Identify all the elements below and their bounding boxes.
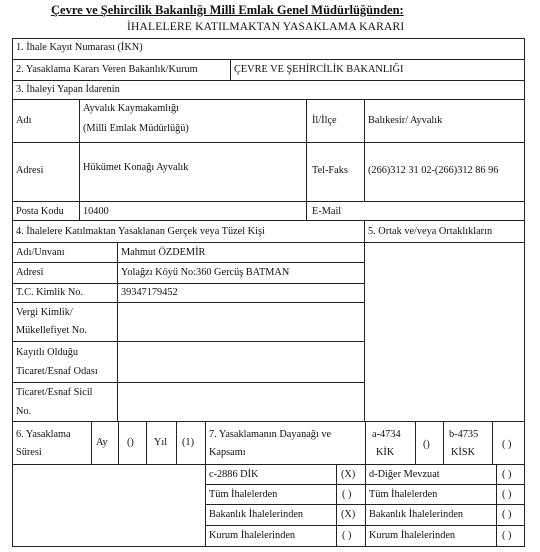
sure-label-line2: Süresi (16, 447, 42, 458)
vergi-label-line1: Vergi Kimlik/ (16, 307, 73, 318)
sure-label-line1: 6. Yasaklama (16, 429, 71, 440)
ay-label: Ay (96, 437, 108, 448)
idare-section-label: 3. İhaleyi Yapan İdarenin (16, 84, 120, 95)
oda-label-line1: Kayıtlı Olduğu (16, 347, 79, 358)
kik-label-line1: a-4734 (372, 429, 401, 440)
kik-label-line2: KİK (376, 447, 395, 458)
bakanlik-ihaleleri-mark-2: ( ) (502, 509, 512, 520)
bakanlik-ihaleleri-mark-1: (X) (341, 509, 356, 520)
kisi-adi-value: Mahmut ÖZDEMİR (121, 247, 206, 258)
bakanlik-ihaleleri-label-2: Bakanlık İhalelerinden (369, 509, 464, 520)
dayanak-label-line1: 7. Yasaklamanın Dayanağı ve (209, 429, 332, 440)
idare-adres-value: Hükümet Konağı Ayvalık (83, 162, 189, 173)
idare-adres-label: Adresi (16, 165, 44, 176)
ikn-label: 1. İhale Kayıt Numarası (İKN) (16, 42, 143, 53)
kisi-adres-label: Adresi (16, 267, 44, 278)
kisk-label-line1: b-4735 (449, 429, 479, 440)
kisk-label-line2: KİSK (451, 447, 476, 458)
tum-ihaleler-mark-1: ( ) (342, 489, 352, 500)
bakanlik-label: 2. Yasaklama Kararı Veren Bakanlık/Kurum (16, 64, 198, 75)
kisi-adres-value: Yolağzı Köyü No:360 Gercüş BATMAN (121, 267, 290, 278)
tum-ihaleler-mark-2: ( ) (502, 489, 512, 500)
yil-label: Yıl (154, 437, 168, 448)
document-subtitle: İHALELERE KATILMAKTAN YASAKLAMA KARARI (127, 21, 405, 33)
diger-mevzuat-label: d-Diğer Mevzuat (369, 469, 440, 480)
sicil-label-line1: Ticaret/Esnaf Sicil (16, 387, 93, 398)
kurum-ihaleleri-mark-2: ( ) (502, 530, 512, 541)
document-title: Çevre ve Şehircilik Bakanlığı Milli Emlak Genel Müdürlüğünden: (51, 3, 404, 17)
ililce-label: İl/İlçe (312, 115, 337, 126)
bakanlik-value: ÇEVRE VE ŞEHİRCİLİK BAKANLIĞI (234, 64, 404, 75)
ililce-value: Balıkesir/ Ayvalık (368, 115, 443, 126)
sicil-label-line2: No. (16, 406, 32, 417)
bakanlik-ihaleleri-label-1: Bakanlık İhalelerinden (209, 509, 304, 520)
vergi-label-line2: Mükellefiyet No. (16, 325, 87, 336)
posta-kodu-value: 10400 (83, 206, 109, 217)
ay-mark: () (127, 437, 134, 448)
tum-ihaleler-label-2: Tüm İhalelerden (369, 489, 438, 500)
yil-mark: (1) (182, 437, 195, 448)
dik-label: c-2886 DİK (209, 469, 259, 480)
kisk-mark: ( ) (502, 439, 512, 450)
ortak-section-label: 5. Ortak ve/veya Ortaklıkların (368, 226, 493, 237)
posta-kodu-label: Posta Kodu (16, 206, 64, 217)
diger-mevzuat-mark: ( ) (502, 469, 512, 480)
email-label: E-Mail (312, 206, 342, 217)
kurum-ihaleleri-mark-1: ( ) (342, 530, 352, 541)
idare-adi-value-line2: (Milli Emlak Müdürlüğü) (83, 123, 189, 134)
dik-mark: (X) (341, 469, 356, 480)
dayanak-label-line2: Kapsamı (209, 447, 246, 458)
oda-label-line2: Ticaret/Esnaf Odası (16, 366, 98, 377)
kisi-section-label: 4. İhalelere Katılmaktan Yasaklanan Gerçek veya Tüzel Kişi (16, 226, 265, 237)
kurum-ihaleleri-label-1: Kurum İhalelerinden (209, 530, 296, 541)
idare-adi-label: Adı (16, 115, 32, 126)
tum-ihaleler-label-1: Tüm İhalelerden (209, 489, 278, 500)
tc-kimlik-label: T.C. Kimlik No. (16, 287, 84, 298)
telfaks-value: (266)312 31 02-(266)312 86 96 (368, 165, 499, 176)
tc-kimlik-value: 39347179452 (121, 287, 178, 298)
idare-adi-value-line1: Ayvalık Kaymakamlığı (83, 103, 179, 114)
kurum-ihaleleri-label-2: Kurum İhalelerinden (369, 530, 456, 541)
kik-mark: () (423, 439, 430, 450)
kisi-adi-label: Adı/Unvanı (16, 247, 65, 258)
telfaks-label: Tel-Faks (312, 165, 348, 176)
